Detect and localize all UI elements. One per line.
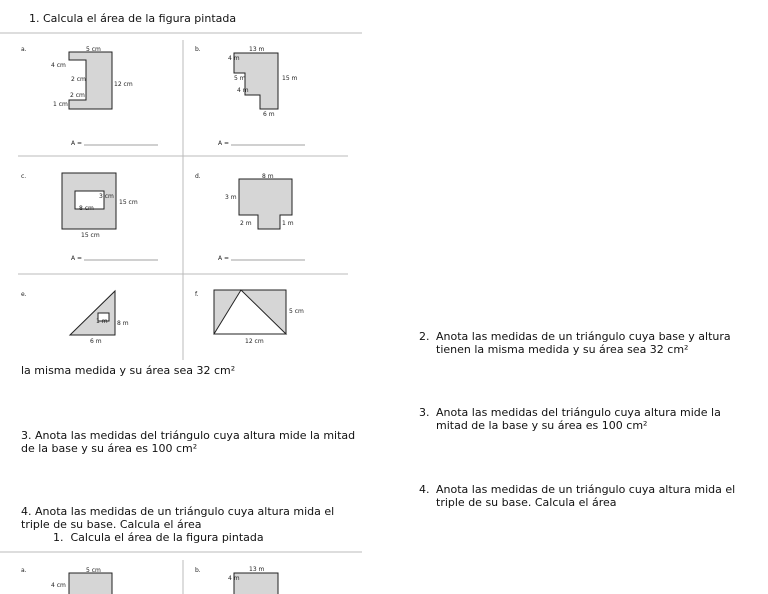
- right-question-2: [419, 330, 739, 356]
- dim-b-left-copy: 4 m: [228, 575, 240, 582]
- label-f: f.: [195, 291, 199, 298]
- dim-b-top-copy: 13 m: [249, 566, 265, 573]
- label-d: d.: [195, 173, 201, 180]
- dim-b-right: 15 m: [282, 75, 298, 82]
- dim-d-top: 8 m: [262, 173, 274, 180]
- figure-b-copy: [234, 573, 278, 594]
- label-c: c.: [21, 173, 27, 180]
- dim-a-bottom: 1 cm: [53, 101, 68, 108]
- figure-a-copy: [69, 573, 112, 594]
- question-text: Anota las medidas del triángulo cuya altura mide la mitad de la base y su área es 100 cm²: [436, 406, 721, 432]
- worksheet-title: 1. Calcula el área de la figura pintada: [29, 12, 237, 25]
- label-a-copy: a.: [21, 567, 27, 574]
- dim-e-right: 8 m: [117, 320, 129, 327]
- worksheet-title-copy: [53, 531, 264, 544]
- label-b-copy: b.: [195, 567, 201, 574]
- dim-a-left-copy: 4 cm: [51, 582, 66, 589]
- answer-label-a: A =: [71, 140, 83, 147]
- dim-a-left: 4 cm: [51, 62, 66, 69]
- dim-b-step: 5 m: [234, 75, 246, 82]
- dim-d-foot-h: 1 m: [282, 220, 294, 227]
- dim-c-inner-h: 3 cm: [99, 193, 114, 200]
- question-number: 3.: [419, 406, 430, 419]
- dim-e-hole: 1 m: [96, 318, 108, 325]
- question-text: Anota las medidas de un triángulo cuya base y altura tienen la misma medida y su área sea 32 cm²: [436, 330, 731, 356]
- dim-f-right: 5 cm: [289, 308, 304, 315]
- title-copy-number: 1.: [53, 531, 64, 544]
- dim-a-inner1: 2 cm: [71, 76, 86, 83]
- question-2-fragment: la misma medida y su área sea 32 cm²: [21, 364, 236, 377]
- answer-label-d: A =: [218, 255, 230, 262]
- dim-a-top: 5 cm: [86, 46, 101, 53]
- dim-c-inner-w: 8 cm: [79, 205, 94, 212]
- label-a: a.: [21, 46, 27, 53]
- title-copy-text: Calcula el área de la figura pintada: [70, 531, 264, 544]
- label-b: b.: [195, 46, 201, 53]
- question-4-left: 4. Anota las medidas de un triángulo cuya altura mida el triple de su base. Calcula el área: [21, 505, 335, 531]
- question-number: 4.: [419, 483, 430, 496]
- dim-b-left-small: 4 m: [228, 55, 240, 62]
- dim-c-right: 15 cm: [119, 199, 138, 206]
- dim-b-left-small-2: 4 m: [237, 87, 249, 94]
- question-number: 2.: [419, 330, 430, 343]
- question-3-left: 3. Anota las medidas del triángulo cuya altura mide la mitad de la base y su área es 100 cm²: [21, 429, 356, 455]
- question-text: Anota las medidas de un triángulo cuya altura mida el triple de su base. Calcula el área: [436, 483, 736, 509]
- dim-b-top: 13 m: [249, 46, 265, 53]
- right-question-4: [419, 483, 739, 509]
- dim-f-bottom: 12 cm: [245, 338, 264, 345]
- answer-label-b: A =: [218, 140, 230, 147]
- answer-label-c: A =: [71, 255, 83, 262]
- right-question-3: [419, 406, 739, 432]
- dim-d-left: 3 m: [225, 194, 237, 201]
- dim-b-bottom: 6 m: [263, 111, 275, 118]
- dim-c-bottom: 15 cm: [81, 232, 100, 239]
- dim-a-inner2: 2 cm: [70, 92, 85, 99]
- dim-a-right: 12 cm: [114, 81, 133, 88]
- dim-d-foot-w: 2 m: [240, 220, 252, 227]
- dim-a-top-copy: 5 cm: [86, 567, 101, 574]
- dim-e-bottom: 6 m: [90, 338, 102, 345]
- label-e: e.: [21, 291, 27, 298]
